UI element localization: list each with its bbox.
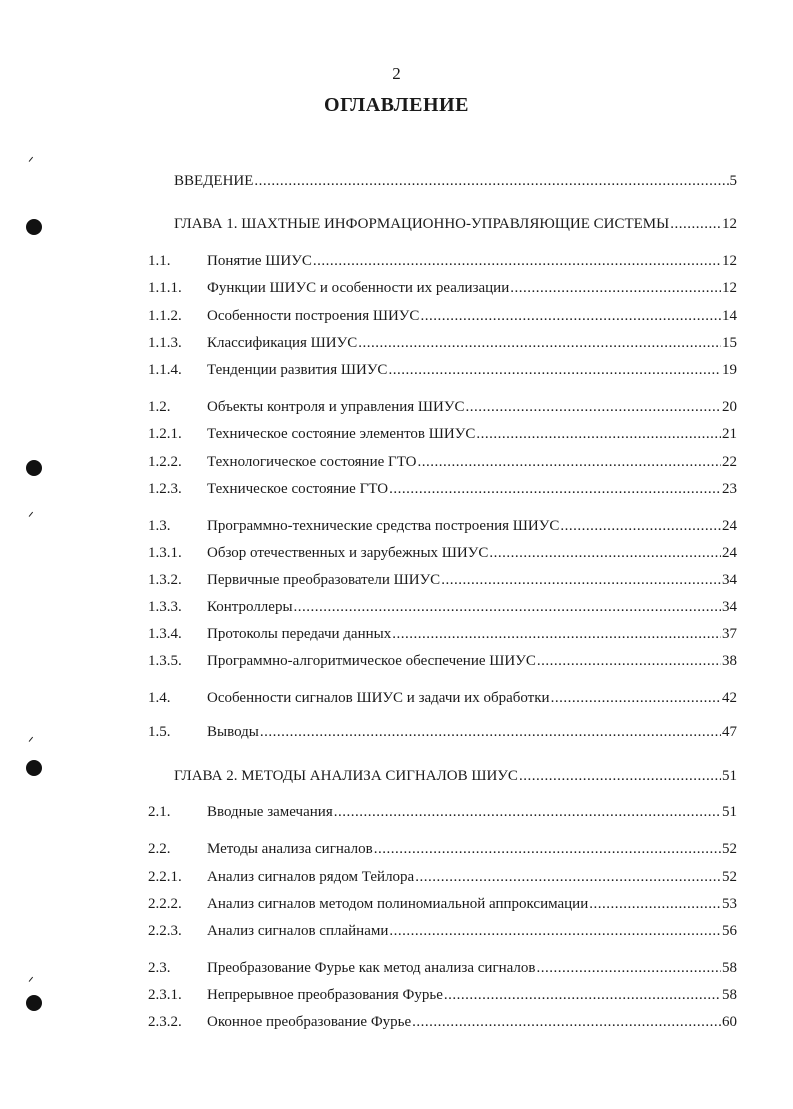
toc-leader-dots	[412, 1011, 721, 1033]
toc-leader-dots	[254, 170, 728, 192]
toc-entry-title: Анализ сигналов сплайнами	[207, 923, 389, 939]
toc-leader-dots	[415, 866, 721, 888]
toc-page-number: 38	[722, 653, 737, 669]
toc-section-number: 1.1.	[148, 253, 171, 269]
toc-section-number: 1.3.4.	[148, 626, 182, 642]
toc-section-number: 1.3.	[148, 518, 171, 534]
toc-page-number: 37	[722, 626, 737, 642]
toc-entry-title: Программно-технические средства построения ШИУС	[207, 518, 560, 534]
toc-page-number: 53	[722, 896, 737, 912]
toc-row	[0, 1011, 793, 1033]
toc-section-number: 2.2.3.	[148, 923, 182, 939]
toc-row	[0, 305, 793, 327]
punch-hole-icon	[26, 460, 42, 476]
toc-row	[0, 332, 793, 354]
toc-section-number: 2.3.	[148, 960, 171, 976]
toc-row	[0, 596, 793, 618]
toc-page-number: 58	[722, 987, 737, 1003]
toc-entry-title: ГЛАВА 2. МЕТОДЫ АНАЛИЗА СИГНАЛОВ ШИУС	[174, 768, 518, 784]
toc-leader-dots	[466, 396, 722, 418]
toc-chapter-row	[0, 170, 793, 192]
toc-row	[0, 920, 793, 942]
toc-leader-dots	[510, 277, 721, 299]
toc-page-number: 20	[722, 399, 737, 415]
toc-entry-title: Выводы	[207, 724, 259, 740]
toc-leader-dots	[537, 650, 721, 672]
toc-entry-title: Понятие ШИУС	[207, 253, 312, 269]
toc-row	[0, 542, 793, 564]
toc-section-number: 1.3.3.	[148, 599, 182, 615]
toc-entry-title: ВВЕДЕНИЕ	[174, 173, 254, 189]
toc-leader-dots	[476, 423, 721, 445]
toc-entry-title: Анализ сигналов рядом Тейлора	[207, 869, 415, 885]
toc-chapter-row	[0, 213, 793, 235]
toc-leader-dots	[388, 359, 721, 381]
toc-entry-title: Функции ШИУС и особенности их реализации	[207, 280, 510, 296]
toc-entry-title: Программно-алгоритмическое обеспечение ШИУС	[207, 653, 536, 669]
toc-leader-dots	[358, 332, 721, 354]
toc-section-number: 1.1.4.	[148, 362, 182, 378]
toc-section-number: 2.3.1.	[148, 987, 182, 1003]
toc-row	[0, 423, 793, 445]
toc-entry-title: Особенности сигналов ШИУС и задачи их обработки	[207, 690, 550, 706]
toc-page-number: 56	[722, 923, 737, 939]
toc-leader-dots	[444, 984, 721, 1006]
punch-hole-icon	[26, 219, 42, 235]
toc-row	[0, 396, 793, 418]
toc-page-number: 51	[722, 768, 737, 784]
toc-page-number: 51	[722, 804, 737, 820]
toc-page-number: 19	[722, 362, 737, 378]
page-number: 2	[392, 64, 401, 83]
toc-leader-dots	[420, 305, 721, 327]
scan-mark-icon: ᐟ	[28, 735, 34, 751]
toc-page-number: 22	[722, 454, 737, 470]
toc-leader-dots	[441, 569, 721, 591]
toc-entry-title: Непрерывное преобразования Фурье	[207, 987, 443, 1003]
toc-page-number: 12	[722, 216, 737, 232]
toc-page-number: 58	[722, 960, 737, 976]
toc-row	[0, 801, 793, 823]
toc-section-number: 1.5.	[148, 724, 171, 740]
toc-entry-title: Техническое состояние элементов ШИУС	[207, 426, 476, 442]
scan-mark-icon: ᐟ	[28, 155, 34, 171]
toc-page-number: 42	[722, 690, 737, 706]
toc-leader-dots	[670, 213, 721, 235]
toc-page-number: 24	[722, 545, 737, 561]
toc-entry-title: Техническое состояние ГТО	[207, 481, 389, 497]
toc-page-number: 34	[722, 572, 737, 588]
toc-entry-title: Объекты контроля и управления ШИУС	[207, 399, 465, 415]
toc-row	[0, 838, 793, 860]
toc-leader-dots	[536, 957, 721, 979]
toc-section-number: 1.3.1.	[148, 545, 182, 561]
toc-row	[0, 866, 793, 888]
toc-section-number: 2.2.2.	[148, 896, 182, 912]
toc-leader-dots	[294, 596, 721, 618]
toc-entry-title: Первичные преобразователи ШИУС	[207, 572, 441, 588]
toc-row	[0, 478, 793, 500]
toc-row	[0, 277, 793, 299]
toc-row	[0, 250, 793, 272]
toc-entry-title: Обзор отечественных и зарубежных ШИУС	[207, 545, 489, 561]
toc-leader-dots	[313, 250, 721, 272]
toc-entry-title: Оконное преобразование Фурье	[207, 1014, 412, 1030]
toc-page-number: 23	[722, 481, 737, 497]
toc-page-number: 52	[722, 841, 737, 857]
toc-row	[0, 893, 793, 915]
toc-page-number: 34	[722, 599, 737, 615]
toc-row	[0, 721, 793, 743]
toc-leader-dots	[260, 721, 721, 743]
punch-hole-icon	[26, 760, 42, 776]
toc-leader-dots	[589, 893, 721, 915]
toc-entry-title: Вводные замечания	[207, 804, 333, 820]
toc-entry-title: Методы анализа сигналов	[207, 841, 373, 857]
toc-page-number: 24	[722, 518, 737, 534]
toc-page-number: 14	[722, 308, 737, 324]
toc-leader-dots	[334, 801, 721, 823]
toc-page-number: 5	[729, 173, 737, 189]
toc-section-number: 1.4.	[148, 690, 171, 706]
toc-leader-dots	[389, 478, 721, 500]
toc-entry-title: ГЛАВА 1. ШАХТНЫЕ ИНФОРМАЦИОННО-УПРАВЛЯЮЩИЕ СИСТЕМЫ	[174, 216, 670, 232]
toc-section-number: 2.2.1.	[148, 869, 182, 885]
toc-row	[0, 515, 793, 537]
page-title: ОГЛАВЛЕНИЕ	[324, 94, 469, 116]
toc-row	[0, 569, 793, 591]
toc-page-number: 12	[722, 280, 737, 296]
toc-leader-dots	[389, 920, 721, 942]
toc-section-number: 1.2.2.	[148, 454, 182, 470]
toc-entry-title: Классификация ШИУС	[207, 335, 358, 351]
toc-entry-title: Анализ сигналов методом полиномиальной аппроксимации	[207, 896, 589, 912]
toc-section-number: 1.2.1.	[148, 426, 182, 442]
toc-page-number: 12	[722, 253, 737, 269]
toc-section-number: 1.1.2.	[148, 308, 182, 324]
toc-row	[0, 451, 793, 473]
toc-leader-dots	[551, 687, 721, 709]
toc-chapter-row	[0, 765, 793, 787]
toc-leader-dots	[519, 765, 721, 787]
toc-section-number: 2.1.	[148, 804, 171, 820]
toc-page-number: 47	[722, 724, 737, 740]
toc-section-number: 1.2.	[148, 399, 171, 415]
toc-entry-title: Преобразование Фурье как метод анализа сигналов	[207, 960, 536, 976]
toc-row	[0, 650, 793, 672]
scan-mark-icon: ᐟ	[28, 510, 34, 526]
toc-row	[0, 687, 793, 709]
toc-page-number: 52	[722, 869, 737, 885]
toc-section-number: 1.1.3.	[148, 335, 182, 351]
toc-entry-title: Тенденции развития ШИУС	[207, 362, 388, 378]
toc-entry-title: Контроллеры	[207, 599, 293, 615]
toc-leader-dots	[560, 515, 721, 537]
toc-page-number: 60	[722, 1014, 737, 1030]
toc-section-number: 1.3.2.	[148, 572, 182, 588]
toc-row	[0, 984, 793, 1006]
toc-row	[0, 359, 793, 381]
toc-section-number: 1.3.5.	[148, 653, 182, 669]
toc-entry-title: Особенности построения ШИУС	[207, 308, 420, 324]
toc-section-number: 1.2.3.	[148, 481, 182, 497]
toc-section-number: 2.2.	[148, 841, 171, 857]
toc-section-number: 1.1.1.	[148, 280, 182, 296]
toc-page-number: 15	[722, 335, 737, 351]
toc-leader-dots	[418, 451, 722, 473]
toc-section-number: 2.3.2.	[148, 1014, 182, 1030]
toc-leader-dots	[374, 838, 721, 860]
toc-entry-title: Технологическое состояние ГТО	[207, 454, 417, 470]
toc-leader-dots	[392, 623, 721, 645]
toc-leader-dots	[489, 542, 721, 564]
punch-hole-icon	[26, 995, 42, 1011]
toc-page-number: 21	[722, 426, 737, 442]
scan-mark-icon: ᐟ	[28, 975, 34, 991]
toc-row	[0, 623, 793, 645]
toc-entry-title: Протоколы передачи данных	[207, 626, 392, 642]
toc-row	[0, 957, 793, 979]
